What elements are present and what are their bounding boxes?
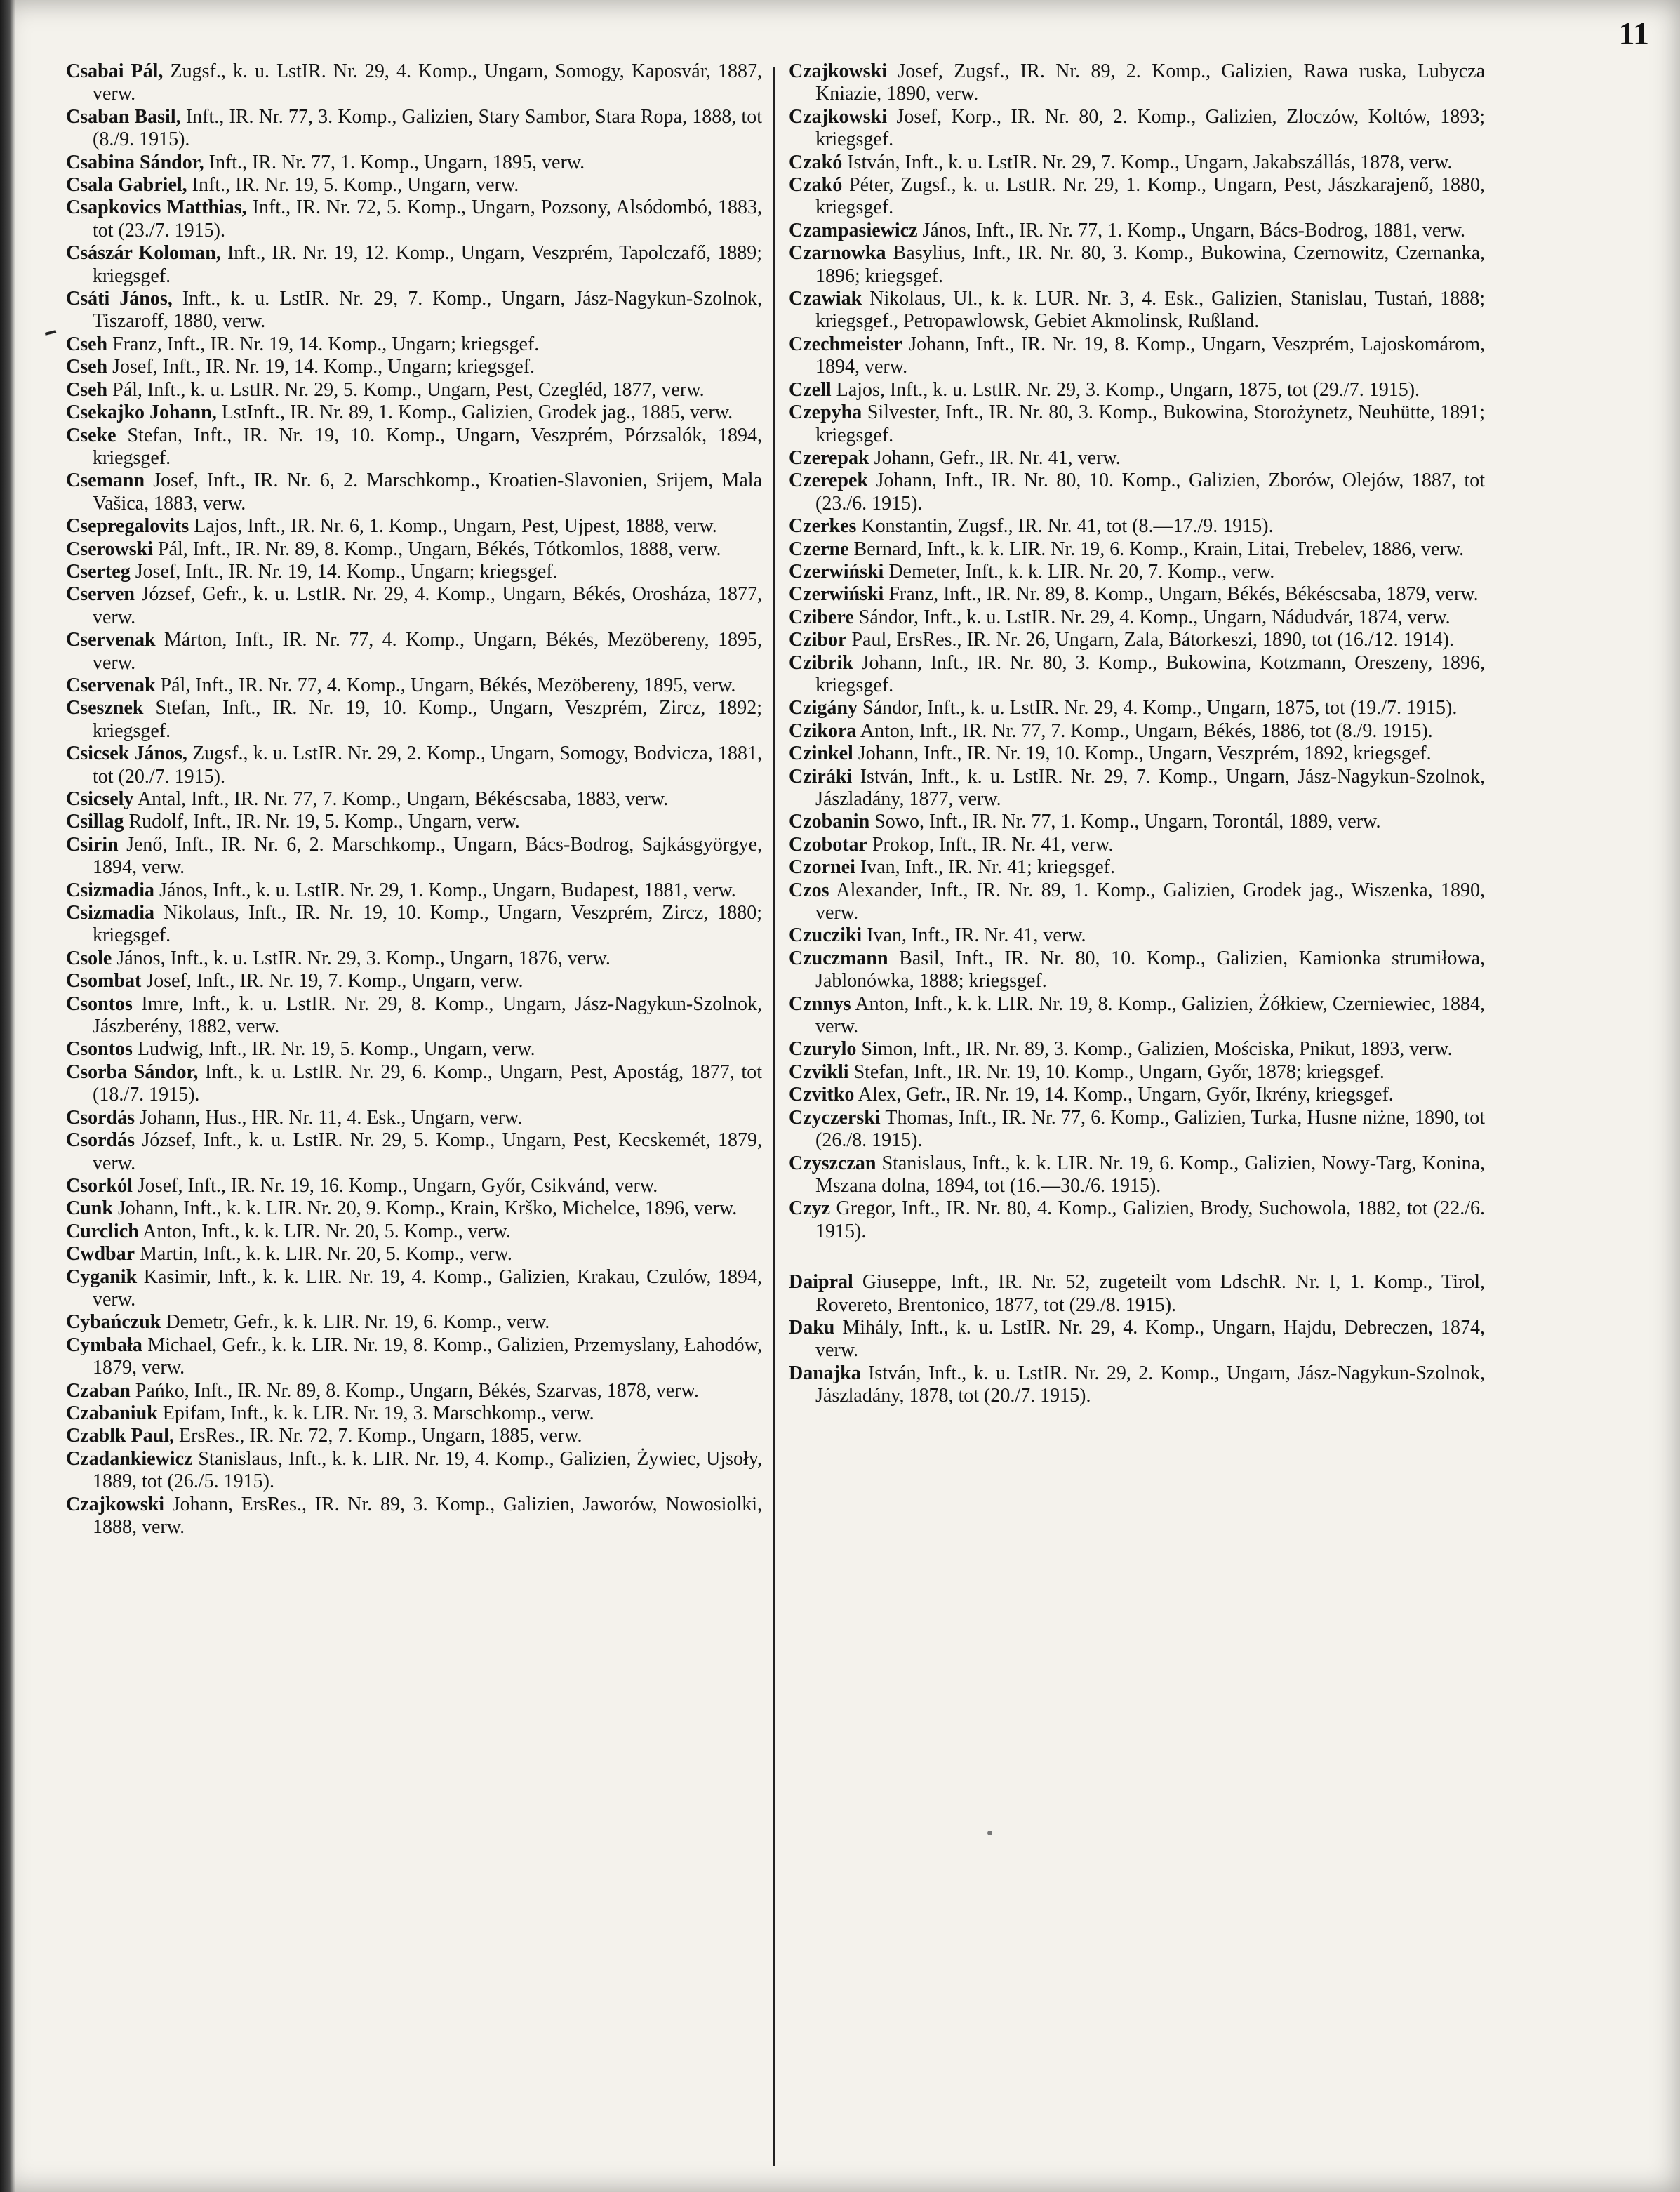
entry-surname: Cseh <box>66 333 108 355</box>
entry-details: Pál, Inft., IR. Nr. 77, 4. Komp., Ungarn, Békés, Mezöbereny, 1895, verw. <box>160 674 736 696</box>
register-entry <box>66 743 762 788</box>
entry-surname: Czechmeister <box>789 333 902 355</box>
entry-surname: Cserteg <box>66 560 131 583</box>
register-entry <box>66 629 762 675</box>
entry-surname: Csordás <box>66 1129 135 1152</box>
entry-surname: Czerwiński <box>789 560 884 583</box>
entry-surname: Cyganik <box>66 1266 138 1288</box>
register-entry <box>66 1129 762 1175</box>
entry-surname: Csepregalovits <box>66 515 189 538</box>
register-entry <box>66 675 762 697</box>
entry-surname: Csole <box>66 947 112 969</box>
entry-details: Inft., IR. Nr. 72, 5. Komp., Ungarn, Pozsony, Alsódombó, 1883, tot (23./7. 1915). <box>93 197 763 241</box>
entry-surname: Czerepek <box>789 470 868 492</box>
register-entry <box>789 629 1485 651</box>
entry-details: Josef, Inft., IR. Nr. 19, 7. Komp., Ungarn, verw. <box>146 970 524 992</box>
entry-details: Josef, Inft., IR. Nr. 6, 2. Marschkomp., Kroatien-Slavonien, Srijem, Mala Vašica, 1883, verw. <box>93 470 763 514</box>
entry-surname: Czaban <box>66 1379 131 1402</box>
entry-surname: Czos <box>789 879 829 901</box>
entry-surname: Csemann <box>66 470 145 492</box>
scan-edge-shadow <box>0 0 15 2192</box>
entry-surname: Cseh <box>66 378 108 401</box>
entry-details: Anton, Inft., k. k. LIR. Nr. 19, 8. Komp., Galizien, Żółkiew, Czerniewiec, 1884, verw. <box>815 992 1485 1038</box>
register-entry <box>66 242 762 288</box>
register-entry <box>66 152 762 174</box>
entry-surname: Czucziki <box>789 924 862 947</box>
entry-details: Alexander, Inft., IR. Nr. 89, 1. Komp., Galizien, Grodek jag., Wiszenka, 1890, verw. <box>815 879 1485 924</box>
entry-surname: Csesznek <box>66 697 144 719</box>
entry-details: János, Inft., IR. Nr. 77, 1. Komp., Ungarn, Bács-Bodrog, 1881, verw. <box>922 219 1466 241</box>
entry-details: Johann, Gefr., IR. Nr. 41, verw. <box>874 446 1121 469</box>
entry-details: Zugsf., k. u. LstIR. Nr. 29, 4. Komp., Ungarn, Somogy, Kaposvár, 1887, verw. <box>93 60 762 105</box>
entry-details: Stefan, Inft., IR. Nr. 19, 10. Komp., Ungarn, Veszprém, Pórzsalók, 1894, kriegsgef. <box>93 424 762 469</box>
register-entry <box>66 811 762 833</box>
entry-details: Franz, Inft., IR. Nr. 19, 14. Komp., Ungarn; kriegsgef. <box>112 333 540 355</box>
entry-surname: Czampasiewicz <box>789 219 918 241</box>
entry-details: Inft., IR. Nr. 77, 3. Komp., Galizien, Stary Sambor, Stara Ropa, 1888, tot (8./9. 1915). <box>93 105 762 151</box>
entry-surname: Czerwiński <box>789 583 884 606</box>
entry-details: Demetr, Gefr., k. k. LIR. Nr. 19, 6. Komp., verw. <box>166 1311 550 1334</box>
register-entry <box>789 948 1485 993</box>
entry-details: Sándor, Inft., k. u. LstIR. Nr. 29, 4. Komp., Ungarn, 1875, tot (19./7. 1915). <box>862 697 1458 719</box>
entry-details: Sándor, Inft., k. u. LstIR. Nr. 29, 4. Komp., Ungarn, Nádudvár, 1874, verw. <box>858 606 1451 628</box>
register-entry <box>66 288 762 333</box>
entry-surname: Czadankiewicz <box>66 1447 193 1470</box>
entry-details: Sowo, Inft., IR. Nr. 77, 1. Komp., Ungarn, Torontál, 1889, verw. <box>874 811 1381 833</box>
entry-details: Antal, Inft., IR. Nr. 77, 7. Komp., Ungarn, Békéscsaba, 1883, verw. <box>137 788 669 810</box>
entry-details: József, Gefr., k. u. LstIR. Nr. 29, 4. Komp., Ungarn, Békés, Orosháza, 1877, verw. <box>93 583 762 628</box>
entry-details: Johann, Inft., k. k. LIR. Nr. 20, 9. Komp., Krain, Krško, Michelce, 1896, verw. <box>117 1197 738 1220</box>
register-entry <box>789 811 1485 833</box>
entry-surname: Czajkowski <box>789 105 888 128</box>
entry-surname: Cservenak <box>66 629 156 651</box>
register-entry <box>789 106 1485 152</box>
entry-details: Prokop, Inft., IR. Nr. 41, verw. <box>872 833 1114 856</box>
entry-details: Martin, Inft., k. k. LIR. Nr. 20, 5. Komp., verw. <box>140 1243 512 1266</box>
entry-details: Inft., k. u. LstIR. Nr. 29, 7. Komp., Ungarn, Jász-Nagykun-Szolnok, Tiszaroff, 1880, verw. <box>93 288 763 333</box>
entry-surname: Csorba Sándor, <box>66 1061 199 1083</box>
register-entry <box>789 288 1485 333</box>
entry-details: Mihály, Inft., k. u. LstIR. Nr. 29, 4. Komp., Ungarn, Hajdu, Debreczen, 1874, verw. <box>815 1316 1486 1362</box>
entry-details: Josef, Inft., IR. Nr. 19, 14. Komp., Ungarn; kriegsgef. <box>112 356 535 378</box>
register-entry <box>66 1061 762 1107</box>
entry-details: Johann, Inft., IR. Nr. 80, 3. Komp., Bukowina, Kotzmann, Oreszeny, 1896, kriegsgef. <box>815 651 1486 696</box>
entry-details: Demeter, Inft., k. k. LIR. Nr. 20, 7. Komp., verw. <box>888 560 1275 583</box>
entry-details: Márton, Inft., IR. Nr. 77, 4. Komp., Ungarn, Békés, Mezöbereny, 1895, verw. <box>93 629 762 674</box>
entry-details: István, Inft., k. u. LstIR. Nr. 29, 7. Komp., Ungarn, Jakabszállás, 1878, verw. <box>847 151 1453 173</box>
entry-surname: Curclich <box>66 1220 139 1242</box>
right-column <box>789 60 1485 1408</box>
entry-details: István, Inft., k. u. LstIR. Nr. 29, 2. Komp., Ungarn, Jász-Nagykun-Szolnok, Jászladány, 1878, tot (20./7. 1915). <box>815 1362 1485 1407</box>
entry-details: Stefan, Inft., IR. Nr. 19, 10. Komp., Ungarn, Veszprém, Zircz, 1892; kriegsgef. <box>93 697 763 742</box>
entry-details: János, Inft., k. u. LstIR. Nr. 29, 3. Komp., Ungarn, 1876, verw. <box>116 947 611 969</box>
entry-surname: Csáti János, <box>66 288 173 310</box>
ink-dot <box>987 1831 992 1835</box>
entry-surname: Czuczmann <box>789 947 888 969</box>
register-entry <box>66 834 762 879</box>
entry-details: Johann, Hus., HR. Nr. 11, 4. Esk., Ungarn, verw. <box>140 1106 523 1129</box>
register-entry <box>66 60 762 106</box>
register-entry <box>66 1266 762 1312</box>
entry-surname: Cziráki <box>789 765 853 788</box>
entry-surname: Czibrik <box>789 651 853 674</box>
entry-details: Johann, Inft., IR. Nr. 19, 10. Komp., Ungarn, Veszprém, 1892, kriegsgef. <box>858 743 1432 765</box>
entry-details: Stefan, Inft., IR. Nr. 19, 10. Komp., Ungarn, Győr, 1878; kriegsgef. <box>853 1061 1385 1083</box>
entry-details: Simon, Inft., IR. Nr. 89, 3. Komp., Galizien, Mościska, Pnikut, 1893, verw. <box>861 1038 1453 1061</box>
section-gap <box>789 1243 1485 1271</box>
register-entry <box>789 856 1485 879</box>
column-divider <box>773 67 775 2166</box>
entry-details: János, Inft., k. u. LstIR. Nr. 29, 1. Komp., Ungarn, Budapest, 1881, verw. <box>159 879 736 901</box>
register-entry <box>789 1317 1485 1362</box>
register-entry <box>789 1197 1485 1243</box>
register-entry <box>66 106 762 152</box>
entry-surname: Czyz <box>789 1197 831 1220</box>
entry-details: Silvester, Inft., IR. Nr. 80, 3. Komp., Bukowina, Storożynetz, Neuhütte, 1891; kriegsgef. <box>815 401 1486 446</box>
entry-surname: Czvitko <box>789 1084 855 1106</box>
register-entry <box>789 834 1485 856</box>
register-entry <box>66 515 762 538</box>
register-entry <box>66 379 762 401</box>
entry-details: LstInft., IR. Nr. 89, 1. Komp., Galizien, Grodek jag., 1885, verw. <box>221 401 733 424</box>
entry-surname: Czell <box>789 378 832 401</box>
entry-details: Lajos, Inft., IR. Nr. 6, 1. Komp., Ungarn, Pest, Ujpest, 1888, verw. <box>194 515 717 538</box>
entry-details: Ivan, Inft., IR. Nr. 41; kriegsgef. <box>860 856 1115 879</box>
register-entry <box>789 1038 1485 1061</box>
entry-details: Nikolaus, Inft., IR. Nr. 19, 10. Komp., Ungarn, Veszprém, Zircz, 1880; kriegsgef. <box>93 902 762 947</box>
register-entry <box>66 1038 762 1061</box>
entry-details: Inft., k. u. LstIR. Nr. 29, 6. Komp., Ungarn, Pest, Apostág, 1877, tot (18./7. 1915). <box>93 1061 762 1106</box>
register-entry <box>789 1107 1485 1153</box>
register-entry <box>66 970 762 992</box>
entry-details: Inft., IR. Nr. 19, 12. Komp., Ungarn, Veszprém, Tapolczafő, 1889; kriegsgef. <box>93 242 763 287</box>
entry-details: Rudolf, Inft., IR. Nr. 19, 5. Komp., Ungarn, verw. <box>128 811 520 833</box>
entry-surname: Cseke <box>66 424 116 446</box>
register-entry <box>789 561 1485 583</box>
register-entry <box>66 1334 762 1380</box>
entry-details: Pańko, Inft., IR. Nr. 89, 8. Komp., Ungarn, Békés, Szarvas, 1878, verw. <box>135 1379 699 1402</box>
register-entry <box>789 515 1485 538</box>
entry-details: István, Inft., k. u. LstIR. Nr. 29, 7. Komp., Ungarn, Jász-Nagykun-Szolnok, Jászladány, 1877, verw. <box>815 765 1485 810</box>
register-entry <box>789 447 1485 470</box>
entry-surname: Czakó <box>789 151 843 173</box>
entry-surname: Csapkovics Matthias, <box>66 197 247 219</box>
entry-details: Basylius, Inft., IR. Nr. 80, 3. Komp., Bukowina, Czernowitz, Czernanka, 1896; kriegsgef. <box>815 242 1485 287</box>
register-entry <box>789 242 1485 288</box>
entry-surname: Csirin <box>66 833 119 856</box>
entry-details: Bernard, Inft., k. k. LIR. Nr. 19, 6. Komp., Krain, Litai, Trebelev, 1886, verw. <box>853 538 1465 560</box>
register-entry <box>789 879 1485 925</box>
entry-details: Pál, Inft., k. u. LstIR. Nr. 29, 5. Komp., Ungarn, Pest, Czegléd, 1877, verw. <box>112 378 705 401</box>
entry-surname: Czakó <box>789 174 843 197</box>
entry-surname: Czerne <box>789 538 849 560</box>
register-entry <box>789 583 1485 606</box>
register-entry <box>789 152 1485 174</box>
entry-details: Johann, Inft., IR. Nr. 80, 10. Komp., Galizien, Zborów, Olejów, 1887, tot (23./6. 1915). <box>815 470 1486 514</box>
entry-surname: Csizmadia <box>66 902 154 924</box>
entry-surname: Cserowski <box>66 538 153 560</box>
entry-surname: Danajka <box>789 1362 861 1384</box>
entry-surname: Csicsely <box>66 788 134 810</box>
register-entry <box>789 470 1485 515</box>
entry-surname: Daku <box>789 1316 835 1339</box>
entry-surname: Csala Gabriel, <box>66 174 187 197</box>
entry-details: Kasimir, Inft., k. k. LIR. Nr. 19, 4. Komp., Galizien, Krakau, Czulów, 1894, verw. <box>93 1266 762 1310</box>
entry-surname: Czerkes <box>789 515 857 538</box>
register-entry <box>66 993 762 1039</box>
entry-details: Péter, Zugsf., k. u. LstIR. Nr. 29, 1. Komp., Ungarn, Pest, Jászkarajenő, 1880, kriegsgef. <box>815 174 1485 219</box>
entry-surname: Czerepak <box>789 446 869 469</box>
register-entry <box>789 1362 1485 1408</box>
entry-surname: Czepyha <box>789 401 862 424</box>
register-entry <box>66 1221 762 1243</box>
entry-details: Inft., IR. Nr. 77, 1. Komp., Ungarn, 1895, verw. <box>208 151 585 173</box>
entry-surname: Czajkowski <box>66 1493 165 1515</box>
register-entry <box>66 948 762 970</box>
entry-surname: Cymbała <box>66 1334 142 1356</box>
entry-surname: Csorkól <box>66 1174 133 1197</box>
entry-surname: Czvikli <box>789 1061 849 1083</box>
register-entry <box>789 220 1485 242</box>
entry-details: Basil, Inft., IR. Nr. 80, 10. Komp., Galizien, Kamionka strumiłowa, Jablonówka, 1888; kriegsgef. <box>815 947 1486 992</box>
register-entry <box>789 174 1485 220</box>
entry-details: Anton, Inft., k. k. LIR. Nr. 20, 5. Komp., verw. <box>142 1220 511 1242</box>
register-entry <box>66 697 762 743</box>
register-entry <box>66 356 762 378</box>
entry-details: Gregor, Inft., IR. Nr. 80, 4. Komp., Galizien, Brody, Suchowola, 1882, tot (22./6. 1915). <box>815 1197 1486 1242</box>
entry-details: Franz, Inft., IR. Nr. 89, 8. Komp., Ungarn, Békés, Békéscsaba, 1879, verw. <box>888 583 1479 606</box>
entry-surname: Czinkel <box>789 743 853 765</box>
register-entry <box>66 174 762 197</box>
entry-details: Inft., IR. Nr. 19, 5. Komp., Ungarn, verw. <box>192 174 519 197</box>
entry-surname: Cseh <box>66 356 108 378</box>
entry-surname: Czornei <box>789 856 855 879</box>
register-entry <box>66 1380 762 1402</box>
entry-details: Paul, ErsRes., IR. Nr. 26, Ungarn, Zala, Bátorkeszi, 1890, tot (16./12. 1914). <box>851 629 1454 651</box>
entry-details: Ivan, Inft., IR. Nr. 41, verw. <box>867 924 1086 947</box>
entry-surname: Czyszczan <box>789 1152 876 1174</box>
register-entry <box>789 720 1485 743</box>
entry-surname: Csekajko Johann, <box>66 401 217 424</box>
register-entry <box>66 1448 762 1494</box>
register-entry <box>66 470 762 515</box>
entry-details: Josef, Zugsf., IR. Nr. 89, 2. Komp., Galizien, Rawa ruska, Lubycza Kniazie, 1890, verw. <box>815 60 1486 105</box>
entry-details: Epifam, Inft., k. k. LIR. Nr. 19, 3. Marschkomp., verw. <box>162 1402 594 1424</box>
entry-surname: Czibor <box>789 629 847 651</box>
entry-surname: Csombat <box>66 970 142 992</box>
entry-details: Lajos, Inft., k. u. LstIR. Nr. 29, 3. Komp., Ungarn, 1875, tot (29./7. 1915). <box>836 378 1420 401</box>
entry-details: Michael, Gefr., k. k. LIR. Nr. 19, 8. Komp., Galizien, Przemyslany, Łahodów, 1879, verw. <box>93 1334 763 1379</box>
entry-details: Konstantin, Zugsf., IR. Nr. 41, tot (8.—17./9. 1915). <box>861 515 1274 538</box>
register-entry <box>66 1425 762 1447</box>
entry-surname: Cznnys <box>789 992 851 1015</box>
register-entry <box>66 401 762 424</box>
entry-surname: Cunk <box>66 1197 113 1220</box>
entry-surname: Czajkowski <box>789 60 888 82</box>
left-column <box>66 60 762 1539</box>
register-entry <box>66 583 762 629</box>
entry-surname: Csabai Pál, <box>66 60 164 82</box>
entry-details: Josef, Inft., IR. Nr. 19, 14. Komp., Ungarn; kriegsgef. <box>135 560 558 583</box>
entry-surname: Czawiak <box>789 288 862 310</box>
register-entry <box>789 743 1485 765</box>
entry-details: Johann, Inft., IR. Nr. 19, 8. Komp., Ungarn, Veszprém, Lajoskomárom, 1894, verw. <box>815 333 1486 378</box>
entry-details: Imre, Inft., k. u. LstIR. Nr. 29, 8. Komp., Ungarn, Jász-Nagykun-Szolnok, Jászberény, 1882, verw. <box>93 992 762 1038</box>
entry-details: ErsRes., IR. Nr. 72, 7. Komp., Ungarn, 1885, verw. <box>179 1425 582 1447</box>
entry-surname: Czurylo <box>789 1038 857 1061</box>
entry-surname: Csizmadia <box>66 879 154 901</box>
entry-surname: Czibere <box>789 606 854 628</box>
entry-details: Jenő, Inft., IR. Nr. 6, 2. Marschkomp., Ungarn, Bács-Bodrog, Sajkásgyörgye, 1894, verw. <box>93 833 763 879</box>
register-entry <box>789 379 1485 401</box>
register-entry <box>789 697 1485 719</box>
page-number: 11 <box>1618 15 1649 51</box>
entry-details: Alex, Gefr., IR. Nr. 19, 14. Komp., Ungarn, Győr, Ikrény, kriegsgef. <box>858 1084 1394 1106</box>
entry-surname: Csordás <box>66 1106 135 1129</box>
register-entry <box>789 606 1485 629</box>
entry-details: Pál, Inft., IR. Nr. 89, 8. Komp., Ungarn, Békés, Tótkomlos, 1888, verw. <box>157 538 721 560</box>
entry-surname: Czablk Paul, <box>66 1425 175 1447</box>
entry-details: Josef, Korp., IR. Nr. 80, 2. Komp., Galizien, Zloczów, Koltów, 1893; kriegsgef. <box>815 105 1485 151</box>
register-entry <box>66 1197 762 1220</box>
register-entry <box>66 1402 762 1425</box>
entry-details: Stanislaus, Inft., k. k. LIR. Nr. 19, 6. Komp., Galizien, Nowy-Targ, Konina, Mszana dolna, 1894, tot (16.—30./6. 1915). <box>815 1152 1485 1197</box>
entry-surname: Czabaniuk <box>66 1402 158 1424</box>
entry-surname: Csabina Sándor, <box>66 151 204 173</box>
register-entry <box>66 1243 762 1266</box>
register-entry <box>66 1175 762 1197</box>
register-entry <box>66 1107 762 1129</box>
register-entry <box>789 924 1485 947</box>
register-entry <box>789 60 1485 106</box>
register-entry <box>66 1311 762 1334</box>
register-entry <box>789 652 1485 698</box>
register-entry <box>66 197 762 242</box>
register-entry <box>789 1153 1485 1198</box>
entry-details: József, Inft., k. u. LstIR. Nr. 29, 5. Komp., Ungarn, Pest, Kecskemét, 1879, verw. <box>93 1129 763 1174</box>
register-entry <box>66 902 762 948</box>
entry-surname: Czikora <box>789 719 857 742</box>
register-entry <box>66 788 762 811</box>
register-entry <box>66 1494 762 1539</box>
register-entry <box>789 333 1485 379</box>
entry-surname: Cybańczuk <box>66 1311 161 1334</box>
entry-details: Ludwig, Inft., IR. Nr. 19, 5. Komp., Ungarn, verw. <box>137 1038 535 1061</box>
register-entry <box>789 1084 1485 1106</box>
register-entry <box>789 1271 1485 1317</box>
margin-mark <box>45 330 56 336</box>
register-entry <box>66 561 762 583</box>
entry-surname: Csontos <box>66 1038 133 1061</box>
entry-details: Stanislaus, Inft., k. k. LIR. Nr. 19, 4. Komp., Galizien, Żywiec, Ujsoły, 1889, tot (26./5. 1915). <box>93 1447 763 1493</box>
entry-surname: Csicsek János, <box>66 743 187 765</box>
entry-details: Nikolaus, Ul., k. k. LUR. Nr. 3, 4. Esk., Galizien, Stanislau, Tustań, 1888; kriegsgef., Petropawlowsk, Gebiet Akmolinsk, Rußland. <box>815 288 1486 333</box>
entry-surname: Cserven <box>66 583 135 606</box>
register-entry <box>66 425 762 470</box>
entry-surname: Csaban Basil, <box>66 105 181 128</box>
entry-surname: Császár Koloman, <box>66 242 221 265</box>
entry-details: Anton, Inft., IR. Nr. 77, 7. Komp., Ungarn, Békés, 1886, tot (8./9. 1915). <box>860 719 1433 742</box>
entry-details: Johann, ErsRes., IR. Nr. 89, 3. Komp., Galizien, Jaworów, Nowosiolki, 1888, verw. <box>93 1493 763 1538</box>
entry-surname: Czarnowka <box>789 242 886 265</box>
register-entry <box>789 766 1485 811</box>
register-entry <box>789 401 1485 447</box>
entry-surname: Czigány <box>789 697 858 719</box>
register-entry <box>66 538 762 561</box>
entry-details: Giuseppe, Inft., IR. Nr. 52, zugeteilt vom LdschR. Nr. I, 1. Komp., Tirol, Rovereto, Brentonico, 1877, tot (29./8. 1915). <box>815 1271 1485 1316</box>
entry-surname: Czyczerski <box>789 1106 881 1129</box>
entry-details: Josef, Inft., IR. Nr. 19, 16. Komp., Ungarn, Győr, Csikvánd, verw. <box>137 1174 658 1197</box>
register-entry <box>66 879 762 902</box>
entry-surname: Csillag <box>66 811 124 833</box>
entry-surname: Csontos <box>66 992 133 1015</box>
entry-surname: Cservenak <box>66 674 156 696</box>
entry-details: Zugsf., k. u. LstIR. Nr. 29, 2. Komp., Ungarn, Somogy, Bodvicza, 1881, tot (20./7. 1915). <box>93 743 762 788</box>
register-entry <box>789 993 1485 1039</box>
entry-details: Thomas, Inft., IR. Nr. 77, 6. Komp., Galizien, Turka, Husne niżne, 1890, tot (26./8. 1915). <box>815 1106 1485 1152</box>
entry-surname: Czobanin <box>789 811 870 833</box>
register-entry <box>789 538 1485 561</box>
entry-surname: Daipral <box>789 1271 853 1294</box>
register-entry <box>789 1061 1485 1084</box>
entry-surname: Cwdbar <box>66 1243 135 1266</box>
register-entry <box>66 333 762 356</box>
entry-surname: Czobotar <box>789 833 867 856</box>
